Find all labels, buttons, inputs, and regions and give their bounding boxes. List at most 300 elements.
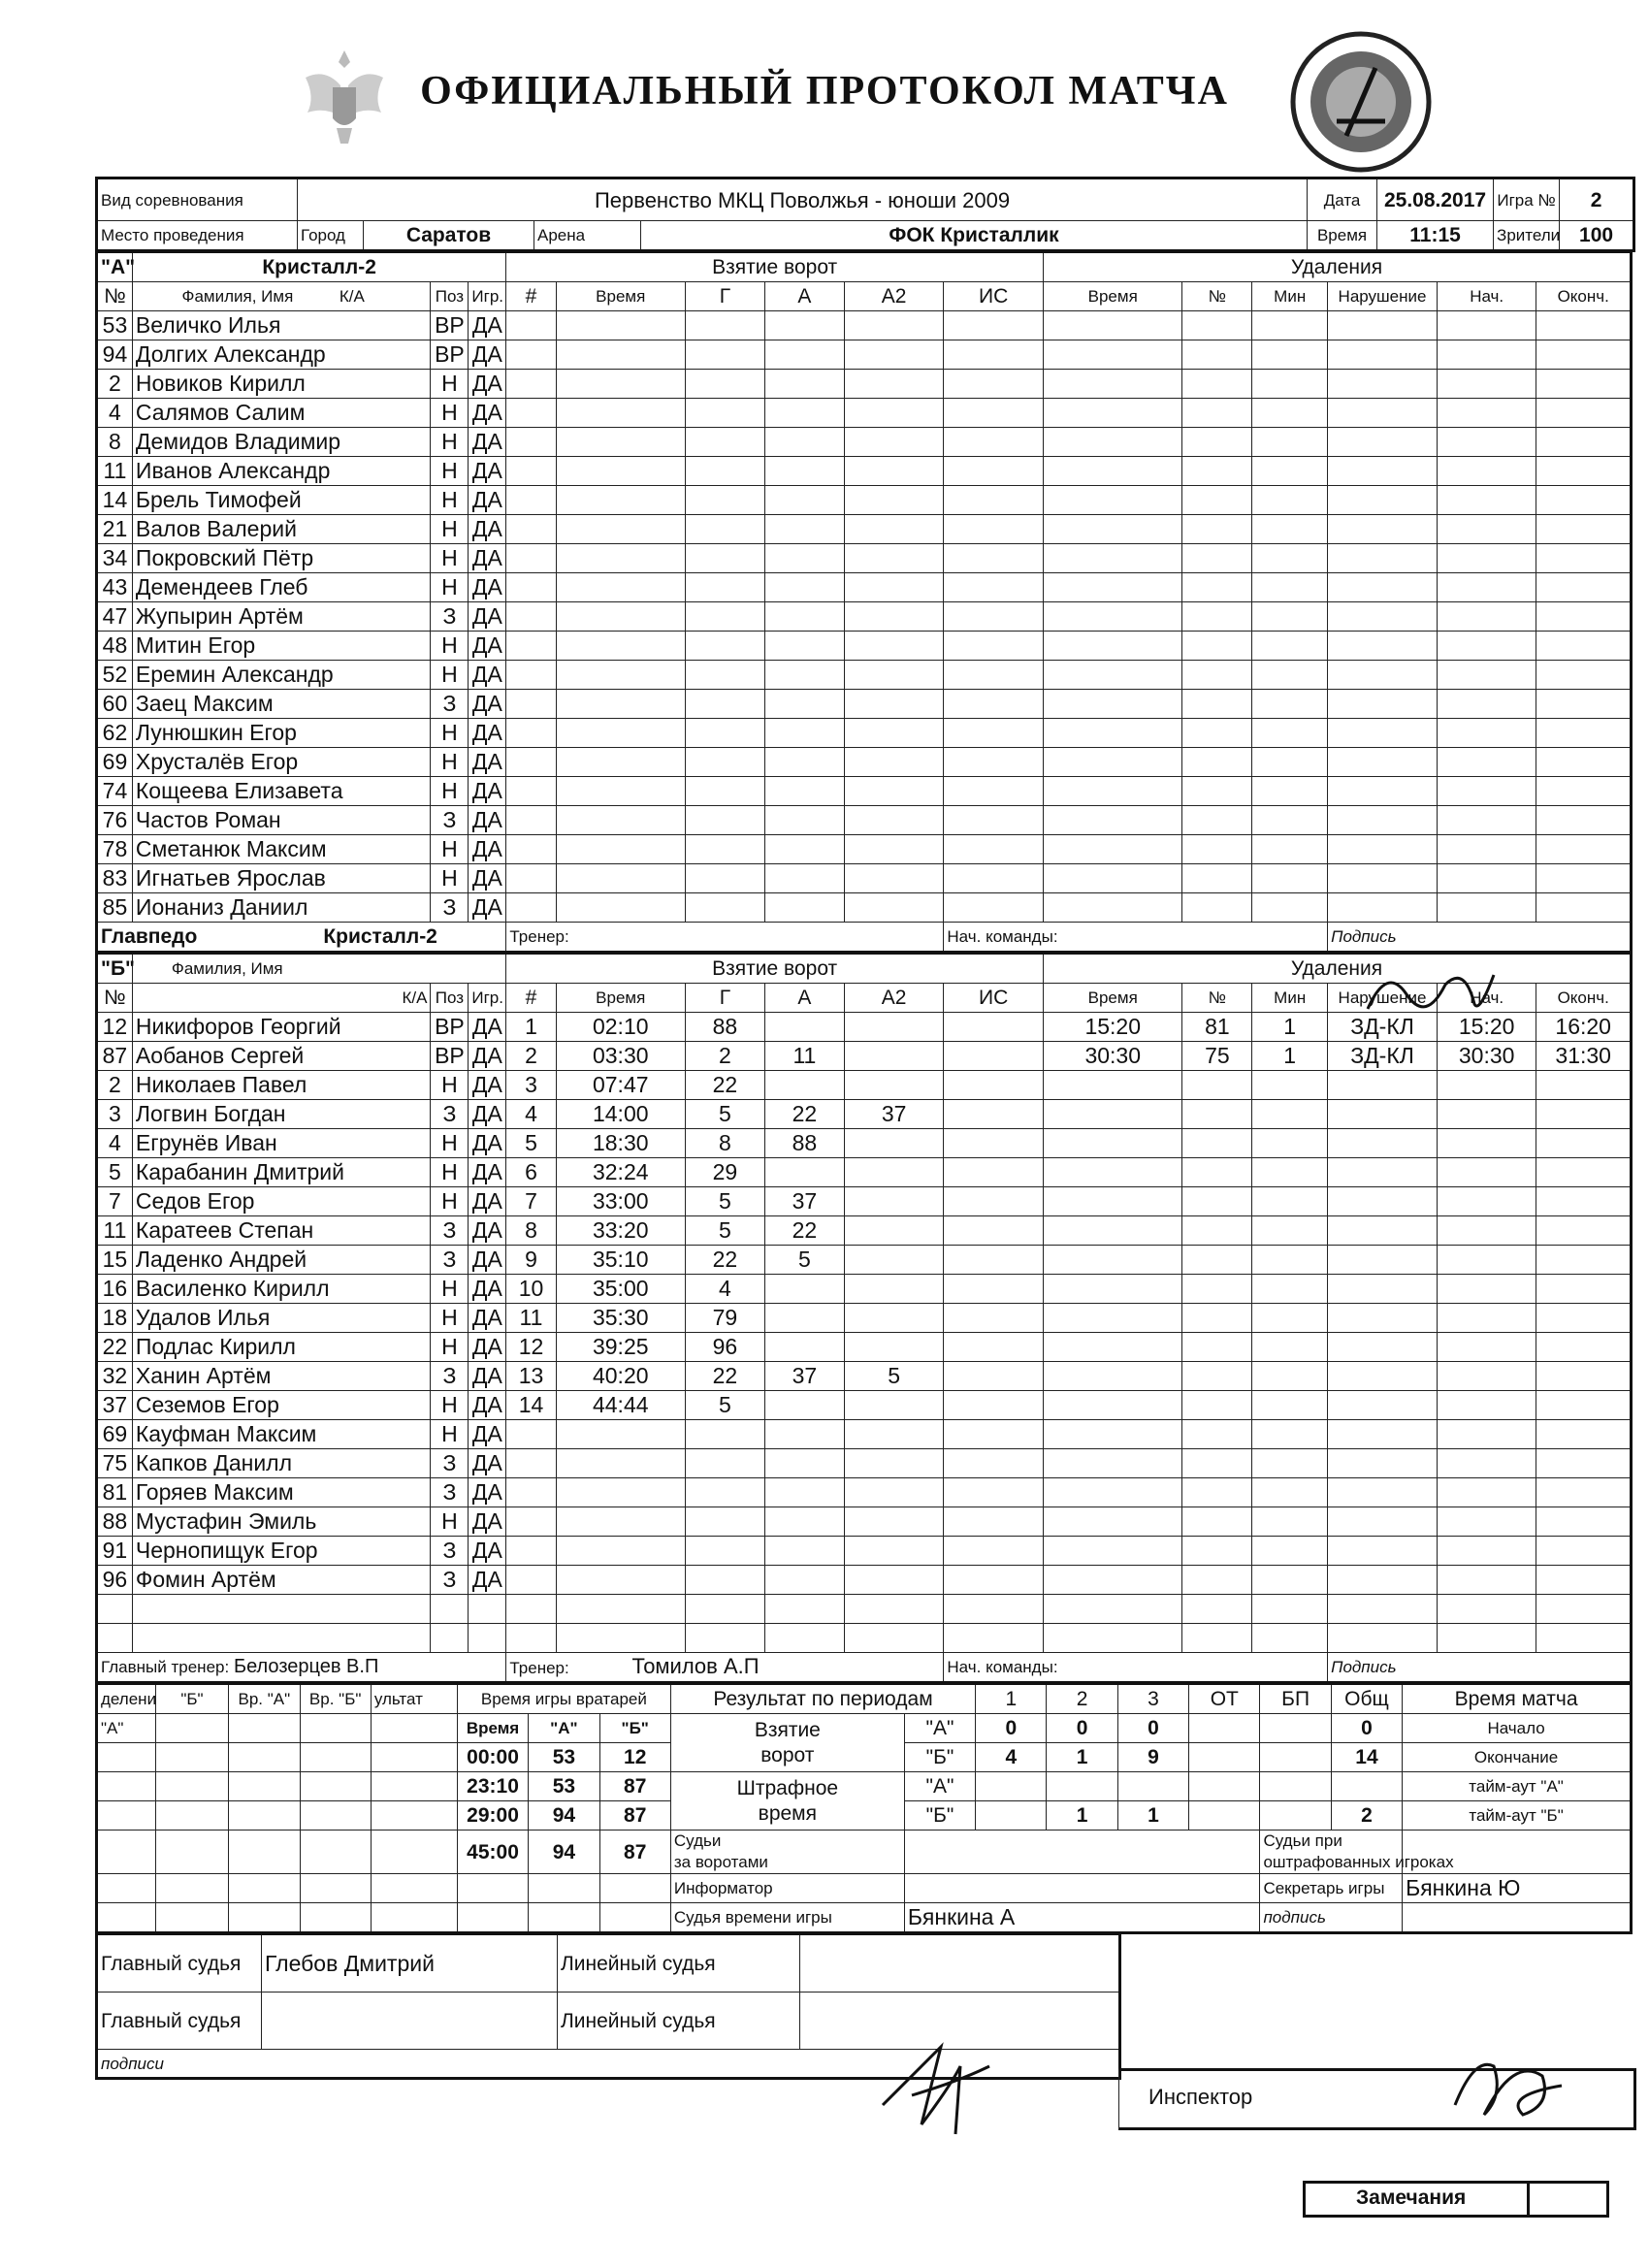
- team-b-penalty-time: [1043, 1333, 1182, 1362]
- team-a-goal-number: [506, 690, 556, 719]
- team-b-penalty-player: [1182, 1507, 1252, 1537]
- team-a-penalty-time: [1043, 690, 1182, 719]
- team-b-player-number: 11: [97, 1216, 133, 1246]
- team-a-penalty-start: [1437, 690, 1536, 719]
- team-b-penalty-start: [1437, 1420, 1536, 1449]
- team-b-goal-scorer: 2: [685, 1042, 764, 1071]
- col-a: А: [764, 984, 844, 1013]
- team-b-player-position: Н: [431, 1129, 469, 1158]
- team-a-trainer: Тренер:: [506, 923, 944, 953]
- team-b-penalty-violation: ЗД-КЛ: [1328, 1042, 1438, 1071]
- team-b-player-number: [97, 1595, 133, 1624]
- team-b-penalty-start: [1437, 1595, 1536, 1624]
- team-a-player-number: 43: [97, 573, 133, 602]
- team-b-goal-situation: [944, 1304, 1044, 1333]
- pen-a-p3: [1117, 1772, 1188, 1801]
- team-a-goal-assist: [764, 864, 844, 893]
- col-ka: К/А: [132, 984, 431, 1013]
- col-pen-violation: Нарушение: [1328, 282, 1438, 311]
- team-b-goal-situation: [944, 1158, 1044, 1187]
- team-b-goal-assist2: [844, 1595, 944, 1624]
- team-b-player-position: Н: [431, 1333, 469, 1362]
- team-a-player-number: 83: [97, 864, 133, 893]
- team-b-penalty-start: [1437, 1362, 1536, 1391]
- team-b-penalty-violation: [1328, 1187, 1438, 1216]
- team-b-goal-scorer: 4: [685, 1275, 764, 1304]
- col-a2: А2: [844, 282, 944, 311]
- team-b-penalty-player: [1182, 1449, 1252, 1478]
- timeout-b-label: тайм-аут "Б": [1403, 1801, 1632, 1831]
- team-b-penalty-violation: [1328, 1478, 1438, 1507]
- team-a-player-name: Величко Илья: [132, 311, 431, 340]
- team-a-penalty-minutes: [1252, 544, 1328, 573]
- team-b-penalty-time: [1043, 1537, 1182, 1566]
- team-b-trainer-row: Тренер: Томилов А.П: [506, 1653, 944, 1683]
- team-a-goal-situation: [944, 690, 1044, 719]
- team-a-penalty-player: [1182, 748, 1252, 777]
- gk-row-2-b: 87: [599, 1772, 670, 1801]
- team-a-goal-assist: [764, 573, 844, 602]
- team-b-player-played: [469, 1595, 506, 1624]
- gk-b-label: "Б": [599, 1714, 670, 1743]
- col-pen-end: Оконч.: [1536, 282, 1632, 311]
- team-a-goal-number: [506, 515, 556, 544]
- col-played: Игр.: [469, 282, 506, 311]
- team-a-penalty-time: [1043, 428, 1182, 457]
- team-a-penalty-start: [1437, 370, 1536, 399]
- team-a-penalty-time: [1043, 632, 1182, 661]
- team-a-player-played: ДА: [469, 428, 506, 457]
- team-a-goal-time: [556, 748, 685, 777]
- team-a-goal-scorer: [685, 690, 764, 719]
- period-1: 1: [976, 1684, 1047, 1714]
- timeout-a-label: тайм-аут "А": [1403, 1772, 1632, 1801]
- team-a-penalty-start: [1437, 486, 1536, 515]
- col-pen-no: №: [1182, 282, 1252, 311]
- team-b-player-number: 87: [97, 1042, 133, 1071]
- team-b-goal-number: [506, 1624, 556, 1653]
- team-a-player-number: 8: [97, 428, 133, 457]
- team-a-goal-situation: [944, 311, 1044, 340]
- secretary-label: Секретарь игры: [1260, 1874, 1403, 1903]
- team-b-goal-time: 35:30: [556, 1304, 685, 1333]
- team-a-goal-assist: [764, 690, 844, 719]
- head-ref-2-label: Главный судья: [97, 1993, 262, 2050]
- team-a-penalty-end: [1536, 602, 1632, 632]
- team-b-penalty-end: [1536, 1507, 1632, 1537]
- team-a-row: [97, 544, 1632, 573]
- team-a-penalty-start: [1437, 777, 1536, 806]
- team-b-goal-number: [506, 1595, 556, 1624]
- team-a-penalty-end: [1536, 806, 1632, 835]
- team-a-penalty-time: [1043, 457, 1182, 486]
- pen-row-b: "Б": [904, 1801, 975, 1831]
- team-b-goal-situation: [944, 1391, 1044, 1420]
- team-a-penalty-violation: [1328, 632, 1438, 661]
- team-a-player-position: З: [431, 893, 469, 923]
- team-b-player-name: Ханин Артём: [132, 1362, 431, 1391]
- team-a-penalty-end: [1536, 457, 1632, 486]
- team-b-goal-number: 14: [506, 1391, 556, 1420]
- date-value: 25.08.2017: [1377, 178, 1494, 221]
- team-a-player-position: Н: [431, 544, 469, 573]
- city-value: Саратов: [364, 221, 534, 251]
- team-b-goal-time: 07:47: [556, 1071, 685, 1100]
- goal-judges-label: Судьи за воротами: [670, 1831, 904, 1874]
- match-start-label: Начало: [1403, 1714, 1632, 1743]
- gk-a-label: "А": [529, 1714, 599, 1743]
- team-a-penalty-minutes: [1252, 602, 1328, 632]
- team-a-goal-assist2: [844, 661, 944, 690]
- team-a-player-played: ДА: [469, 515, 506, 544]
- team-a-penalty-end: [1536, 719, 1632, 748]
- team-a-player-name: Демидов Владимир: [132, 428, 431, 457]
- team-b-goal-assist: [764, 1624, 844, 1653]
- team-a-penalty-start: [1437, 340, 1536, 370]
- team-a-goal-time: [556, 486, 685, 515]
- team-a-player-played: ДА: [469, 544, 506, 573]
- team-b-player-name: Ладенко Андрей: [132, 1246, 431, 1275]
- team-b-penalty-end: [1536, 1420, 1632, 1449]
- team-a-goal-situation: [944, 515, 1044, 544]
- team-a-penalty-end: [1536, 428, 1632, 457]
- team-a-player-number: 11: [97, 457, 133, 486]
- team-b-penalty-end: [1536, 1304, 1632, 1333]
- team-a-player-name: Игнатьев Ярослав: [132, 864, 431, 893]
- game-number-label: Игра №: [1494, 178, 1560, 221]
- team-b-penalty-minutes: [1252, 1216, 1328, 1246]
- team-b-player-position: З: [431, 1100, 469, 1129]
- team-a-row: [97, 457, 1632, 486]
- team-b-penalty-start: [1437, 1129, 1536, 1158]
- goals-b-p2: 1: [1047, 1743, 1117, 1772]
- team-b-row: [97, 1478, 1632, 1507]
- team-a-player-name: Брель Тимофей: [132, 486, 431, 515]
- team-b-player-position: З: [431, 1246, 469, 1275]
- team-b-player-position: Н: [431, 1304, 469, 1333]
- team-a-player-position: Н: [431, 661, 469, 690]
- team-a-penalty-start: [1437, 719, 1536, 748]
- team-a-goal-assist: [764, 486, 844, 515]
- team-b-player-number: 16: [97, 1275, 133, 1304]
- team-b-player-played: ДА: [469, 1187, 506, 1216]
- team-a-row: [97, 719, 1632, 748]
- team-b-goal-assist: 11: [764, 1042, 844, 1071]
- team-a-goal-situation: [944, 340, 1044, 370]
- team-a-goal-assist: [764, 777, 844, 806]
- team-b-row: [97, 1129, 1632, 1158]
- team-a-goal-scorer: [685, 893, 764, 923]
- linesman-2-label: Линейный судья: [558, 1993, 800, 2050]
- team-b-goal-time: 03:30: [556, 1042, 685, 1071]
- team-b-penalty-minutes: [1252, 1362, 1328, 1391]
- team-b-player-position: Н: [431, 1420, 469, 1449]
- goals-b-bp: [1260, 1743, 1331, 1772]
- team-a-goal-assist: [764, 340, 844, 370]
- team-a-player-name: Хрусталёв Егор: [132, 748, 431, 777]
- team-b-player-name: Кауфман Максим: [132, 1420, 431, 1449]
- team-b-player-name: Аобанов Сергей: [132, 1042, 431, 1071]
- team-a-penalty-minutes: [1252, 864, 1328, 893]
- team-a-player-played: ДА: [469, 690, 506, 719]
- team-a-penalty-start: [1437, 806, 1536, 835]
- team-b-player-played: ДА: [469, 1420, 506, 1449]
- team-b-player-name: Никифоров Георгий: [132, 1013, 431, 1042]
- team-a-player-position: З: [431, 806, 469, 835]
- team-a-penalty-start: [1437, 661, 1536, 690]
- team-b-player-position: З: [431, 1216, 469, 1246]
- pen-a-total: [1331, 1772, 1402, 1801]
- team-b-penalty-time: [1043, 1566, 1182, 1595]
- team-b-goal-time: [556, 1478, 685, 1507]
- team-a-penalty-player: [1182, 457, 1252, 486]
- team-b-goal-time: [556, 1449, 685, 1478]
- team-a-penalty-start: [1437, 573, 1536, 602]
- signatures-label: подписи: [97, 2050, 1120, 2079]
- team-a-player-name: Салямов Салим: [132, 399, 431, 428]
- team-b-penalty-player: [1182, 1391, 1252, 1420]
- team-b-penalty-start: [1437, 1624, 1536, 1653]
- team-b-goal-situation: [944, 1275, 1044, 1304]
- team-a-goal-number: [506, 748, 556, 777]
- team-b-goal-time: [556, 1420, 685, 1449]
- team-a-row: [97, 835, 1632, 864]
- team-b-player-name: Мустафин Эмиль: [132, 1507, 431, 1537]
- team-b-player-played: ДА: [469, 1129, 506, 1158]
- team-b-goal-number: [506, 1537, 556, 1566]
- team-b-goal-assist: [764, 1566, 844, 1595]
- team-a-player-name: Жупырин Артём: [132, 602, 431, 632]
- team-b-goal-assist2: [844, 1129, 944, 1158]
- team-b-player-played: ДА: [469, 1071, 506, 1100]
- team-a-player-position: Н: [431, 457, 469, 486]
- goals-row-a: "А": [904, 1714, 975, 1743]
- col-pen-start: Нач.: [1437, 282, 1536, 311]
- team-b-penalty-end: [1536, 1624, 1632, 1653]
- team-a-penalty-minutes: [1252, 515, 1328, 544]
- gk-row-1-b: 12: [599, 1743, 670, 1772]
- team-b-penalty-end: [1536, 1100, 1632, 1129]
- team-b-goal-number: 9: [506, 1246, 556, 1275]
- team-b-name-label: Фамилия, Имя: [132, 954, 505, 984]
- team-a-penalty-time: [1043, 661, 1182, 690]
- gk-row-3-b: 87: [599, 1801, 670, 1831]
- pen-b-total: 2: [1331, 1801, 1402, 1831]
- team-a-goal-assist2: [844, 719, 944, 748]
- head-referee-signature-mark: [873, 2027, 1018, 2134]
- team-a-goal-situation: [944, 544, 1044, 573]
- team-b-player-number: 3: [97, 1100, 133, 1129]
- team-b-goal-number: [506, 1449, 556, 1478]
- team-a-penalty-start: [1437, 893, 1536, 923]
- team-b-penalty-minutes: [1252, 1129, 1328, 1158]
- gk-row-4-a: 94: [529, 1831, 599, 1874]
- team-a-penalty-start: [1437, 311, 1536, 340]
- team-a-penalty-player: [1182, 777, 1252, 806]
- team-b-penalty-end: [1536, 1478, 1632, 1507]
- team-b-row: [97, 1362, 1632, 1391]
- team-b-goal-number: 10: [506, 1275, 556, 1304]
- linesman-1-label: Линейный судья: [558, 1934, 800, 1993]
- team-b-goal-number: 13: [506, 1362, 556, 1391]
- team-a-goal-time: [556, 428, 685, 457]
- team-b-penalty-minutes: [1252, 1566, 1328, 1595]
- team-a-penalty-time: [1043, 748, 1182, 777]
- team-b-signature: Подпись: [1328, 1653, 1632, 1683]
- team-a-goal-scorer: [685, 661, 764, 690]
- team-a-goals-heading: Взятие ворот: [506, 252, 1044, 282]
- team-b-penalty-start: 15:20: [1437, 1013, 1536, 1042]
- team-a-goal-assist: [764, 893, 844, 923]
- team-b-player-position: З: [431, 1478, 469, 1507]
- goals-a-p2: 0: [1047, 1714, 1117, 1743]
- team-b-penalty-minutes: [1252, 1478, 1328, 1507]
- team-a-penalty-violation: [1328, 515, 1438, 544]
- team-a-player-played: ДА: [469, 719, 506, 748]
- pen-b-p1: [976, 1801, 1047, 1831]
- team-b-goal-time: 14:00: [556, 1100, 685, 1129]
- time-value: 11:15: [1377, 221, 1494, 251]
- goals-b-p1: 4: [976, 1743, 1047, 1772]
- team-b-goal-scorer: 5: [685, 1100, 764, 1129]
- team-a-penalty-time: [1043, 893, 1182, 923]
- team-a-goal-scorer: [685, 486, 764, 515]
- team-b-player-name: Седов Егор: [132, 1187, 431, 1216]
- team-b-goal-situation: [944, 1013, 1044, 1042]
- team-b-goal-assist2: [844, 1275, 944, 1304]
- team-b-goal-number: 3: [506, 1071, 556, 1100]
- period-3: 3: [1117, 1684, 1188, 1714]
- team-b-player-played: ДА: [469, 1449, 506, 1478]
- team-a-goal-assist: [764, 632, 844, 661]
- team-a-goal-time: [556, 399, 685, 428]
- team-a-penalty-minutes: [1252, 661, 1328, 690]
- goals-b-p3: 9: [1117, 1743, 1188, 1772]
- team-b-penalty-time: [1043, 1246, 1182, 1275]
- team-b-goal-scorer: 22: [685, 1362, 764, 1391]
- team-b-penalty-minutes: [1252, 1420, 1328, 1449]
- team-b-player-position: ВР: [431, 1013, 469, 1042]
- team-b-penalty-violation: [1328, 1071, 1438, 1100]
- team-a-player-name: Частов Роман: [132, 806, 431, 835]
- team-b-player-played: ДА: [469, 1362, 506, 1391]
- team-a-player-number: 78: [97, 835, 133, 864]
- team-a-penalty-minutes: [1252, 719, 1328, 748]
- team-b-player-name: Чернопищук Егор: [132, 1537, 431, 1566]
- team-b-row: [97, 1624, 1632, 1653]
- team-a-penalty-minutes: [1252, 690, 1328, 719]
- team-a-goal-situation: [944, 864, 1044, 893]
- team-b-player-number: 18: [97, 1304, 133, 1333]
- team-b-goal-assist: 5: [764, 1246, 844, 1275]
- team-b-penalty-start: [1437, 1158, 1536, 1187]
- team-a-player-played: ДА: [469, 370, 506, 399]
- team-b-goal-time: 40:20: [556, 1362, 685, 1391]
- team-a-penalty-time: [1043, 486, 1182, 515]
- team-b-player-position: З: [431, 1566, 469, 1595]
- team-b-goal-time: 33:00: [556, 1187, 685, 1216]
- team-b-goal-scorer: 8: [685, 1129, 764, 1158]
- goals-b-ot: [1189, 1743, 1260, 1772]
- team-a-goal-situation: [944, 748, 1044, 777]
- team-a-player-number: 74: [97, 777, 133, 806]
- team-b-goal-situation: [944, 1187, 1044, 1216]
- team-b-player-position: З: [431, 1362, 469, 1391]
- team-a-goal-situation: [944, 457, 1044, 486]
- team-b-player-played: ДА: [469, 1246, 506, 1275]
- team-b-goal-situation: [944, 1507, 1044, 1537]
- team-b-penalties-heading: Удаления: [1043, 954, 1631, 984]
- team-b-penalty-minutes: [1252, 1158, 1328, 1187]
- team-a-penalty-violation: [1328, 399, 1438, 428]
- team-b-goal-scorer: [685, 1566, 764, 1595]
- period-bp: БП: [1260, 1684, 1331, 1714]
- col-goal-time: Время: [556, 984, 685, 1013]
- team-b-goal-number: 12: [506, 1333, 556, 1362]
- team-b-penalty-end: [1536, 1246, 1632, 1275]
- team-b-penalty-start: [1437, 1333, 1536, 1362]
- team-b-goal-scorer: [685, 1449, 764, 1478]
- team-b-row: [97, 1595, 1632, 1624]
- team-a-penalty-start: [1437, 632, 1536, 661]
- team-b-goal-time: [556, 1595, 685, 1624]
- team-a-penalty-time: [1043, 515, 1182, 544]
- team-b-player-played: [469, 1624, 506, 1653]
- team-b-penalty-minutes: [1252, 1595, 1328, 1624]
- team-a-goal-assist: [764, 661, 844, 690]
- team-a-penalty-player: [1182, 835, 1252, 864]
- team-a-penalty-minutes: [1252, 573, 1328, 602]
- team-b-penalty-start: [1437, 1246, 1536, 1275]
- team-a-penalty-violation: [1328, 340, 1438, 370]
- team-a-goal-situation: [944, 835, 1044, 864]
- team-a-penalty-end: [1536, 777, 1632, 806]
- team-a-player-position: ВР: [431, 340, 469, 370]
- team-a-row: [97, 893, 1632, 923]
- team-a-penalty-end: [1536, 835, 1632, 864]
- team-b-trainer: Томилов А.П: [631, 1654, 760, 1678]
- team-a-goal-time: [556, 515, 685, 544]
- team-a-goal-assist: [764, 544, 844, 573]
- team-b-penalty-player: [1182, 1478, 1252, 1507]
- pen-b-ot: [1189, 1801, 1260, 1831]
- team-a-goal-situation: [944, 399, 1044, 428]
- team-b-goal-assist: [764, 1333, 844, 1362]
- team-b-player-played: ДА: [469, 1042, 506, 1071]
- team-a-player-number: 2: [97, 370, 133, 399]
- team-b-goal-assist: [764, 1071, 844, 1100]
- gk-row-4-b: 87: [599, 1831, 670, 1874]
- team-b-goal-time: 35:10: [556, 1246, 685, 1275]
- team-b-player-position: З: [431, 1449, 469, 1478]
- team-a-goal-scorer: [685, 748, 764, 777]
- team-b-penalty-start: [1437, 1391, 1536, 1420]
- team-b-goal-situation: [944, 1362, 1044, 1391]
- team-b-row: [97, 1071, 1632, 1100]
- team-b-penalty-player: [1182, 1158, 1252, 1187]
- team-b-goal-assist: [764, 1275, 844, 1304]
- team-b-row: [97, 1420, 1632, 1449]
- team-b-penalty-time: 15:20: [1043, 1013, 1182, 1042]
- team-a-penalty-start: [1437, 602, 1536, 632]
- team-b-penalty-violation: [1328, 1100, 1438, 1129]
- team-a-penalty-end: [1536, 399, 1632, 428]
- team-b-goal-assist2: [844, 1537, 944, 1566]
- team-b-player-position: Н: [431, 1158, 469, 1187]
- team-b-penalty-violation: [1328, 1507, 1438, 1537]
- team-a-penalty-end: [1536, 340, 1632, 370]
- sum-h-penalties: делени: [97, 1684, 156, 1714]
